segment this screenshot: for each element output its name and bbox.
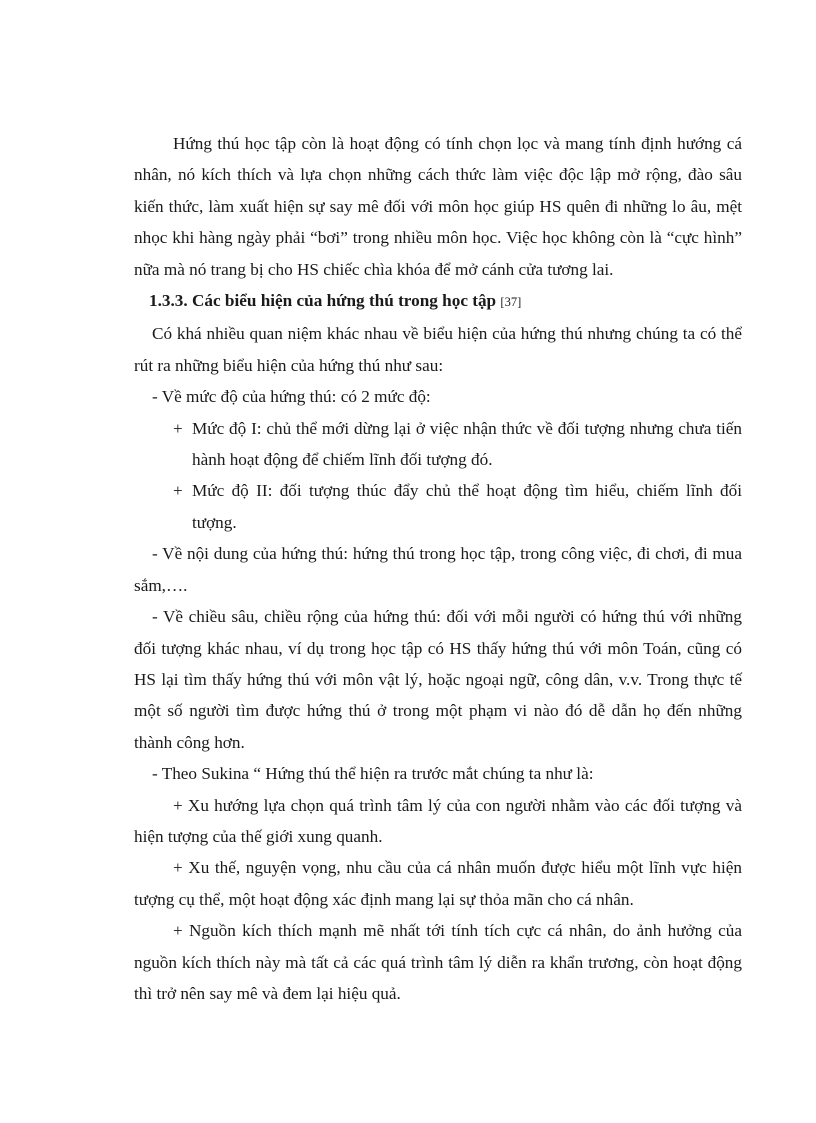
list-item-text: Mức độ II: đối tượng thúc đẩy chủ thể hoạt động tìm hiểu, chiếm lĩnh đối tượng. (192, 481, 742, 532)
paragraph-levels: - Về mức độ của hứng thú: có 2 mức độ: (152, 387, 431, 407)
section-heading (134, 285, 742, 318)
bullet-mark: + (173, 418, 183, 438)
list-item-text: Mức độ I: chủ thể mới dừng lại ở việc nhận thức về đối tượng nhưng chưa tiến hành hoạt động để chiếm lĩnh đối tượng đó. (192, 418, 742, 470)
list-item-level-2 (134, 475, 742, 538)
paragraph-depth: - Về chiều sâu, chiều rộng của hứng thú: đối với mỗi người có hứng thú với những đối tượng khác nhau, ví dụ trong học tập có HS thấy hứng thú với môn Toán, cũng có HS lại tìm thấy hứng thú với môn vật lý, hoặc ngoại ngữ, công dân, v.v. Trong thực tế một số người tìm được hứng thú ở trong một phạm vi nào đó dễ dẫn họ đến những thành công hơn. (134, 607, 742, 752)
paragraph-interest-selective: Hứng thú học tập còn là hoạt động có tính chọn lọc và mang tính định hướng cá nhân, nó kích thích và lựa chọn những cách thức làm việc độc lập mở rộng, đào sâu kiến thức, làm xuất hiện sự say mê đối với môn học giúp HS quên đi những lo âu, mệt nhọc khi hàng ngày phải “bơi” trong nhiều môn học. Việc học không còn là “cực hình” nữa mà nó trang bị cho HS chiếc chìa khóa để mở cánh cửa tương lai. (134, 134, 742, 279)
paragraph-sukina-3: + Nguồn kích thích mạnh mẽ nhất tới tính tích cực cá nhân, do ảnh hưởng của nguồn kích thích này mà tất cả các quá trình tâm lý diễn ra khẩn trương, còn hoạt động thì trở nên say mê và đem lại hiệu quả. (134, 921, 742, 1003)
paragraph-sukina-2: + Xu thế, nguyện vọng, nhu cầu của cá nhân muốn được hiểu một lĩnh vực hiện tượng cụ thể, một hoạt động xác định mang lại sự thỏa mãn cho cá nhân. (134, 858, 742, 909)
paragraph-content: - Về nội dung của hứng thú: hứng thú trong học tập, trong công việc, đi chơi, đi mua sắm,…. (134, 544, 742, 595)
list-item-level-1 (134, 413, 742, 476)
paragraph-sukina-1: + Xu hướng lựa chọn quá trình tâm lý của con người nhằm vào các đối tượng và hiện tượng của thế giới xung quanh. (134, 795, 742, 846)
document-body (134, 128, 742, 1009)
bullet-mark: + (173, 481, 183, 501)
heading-citation: [37] (500, 295, 522, 310)
heading-title: 1.3.3. Các biểu hiện của hứng thú trong học tập (149, 291, 497, 311)
paragraph-intro: Có khá nhiều quan niệm khác nhau về biểu hiện của hứng thú nhưng chúng ta có thể rút ra những biểu hiện của hứng thú như sau: (134, 324, 742, 375)
paragraph-sukina: - Theo Sukina “ Hứng thú thể hiện ra trước mắt chúng ta như là: (152, 764, 594, 784)
